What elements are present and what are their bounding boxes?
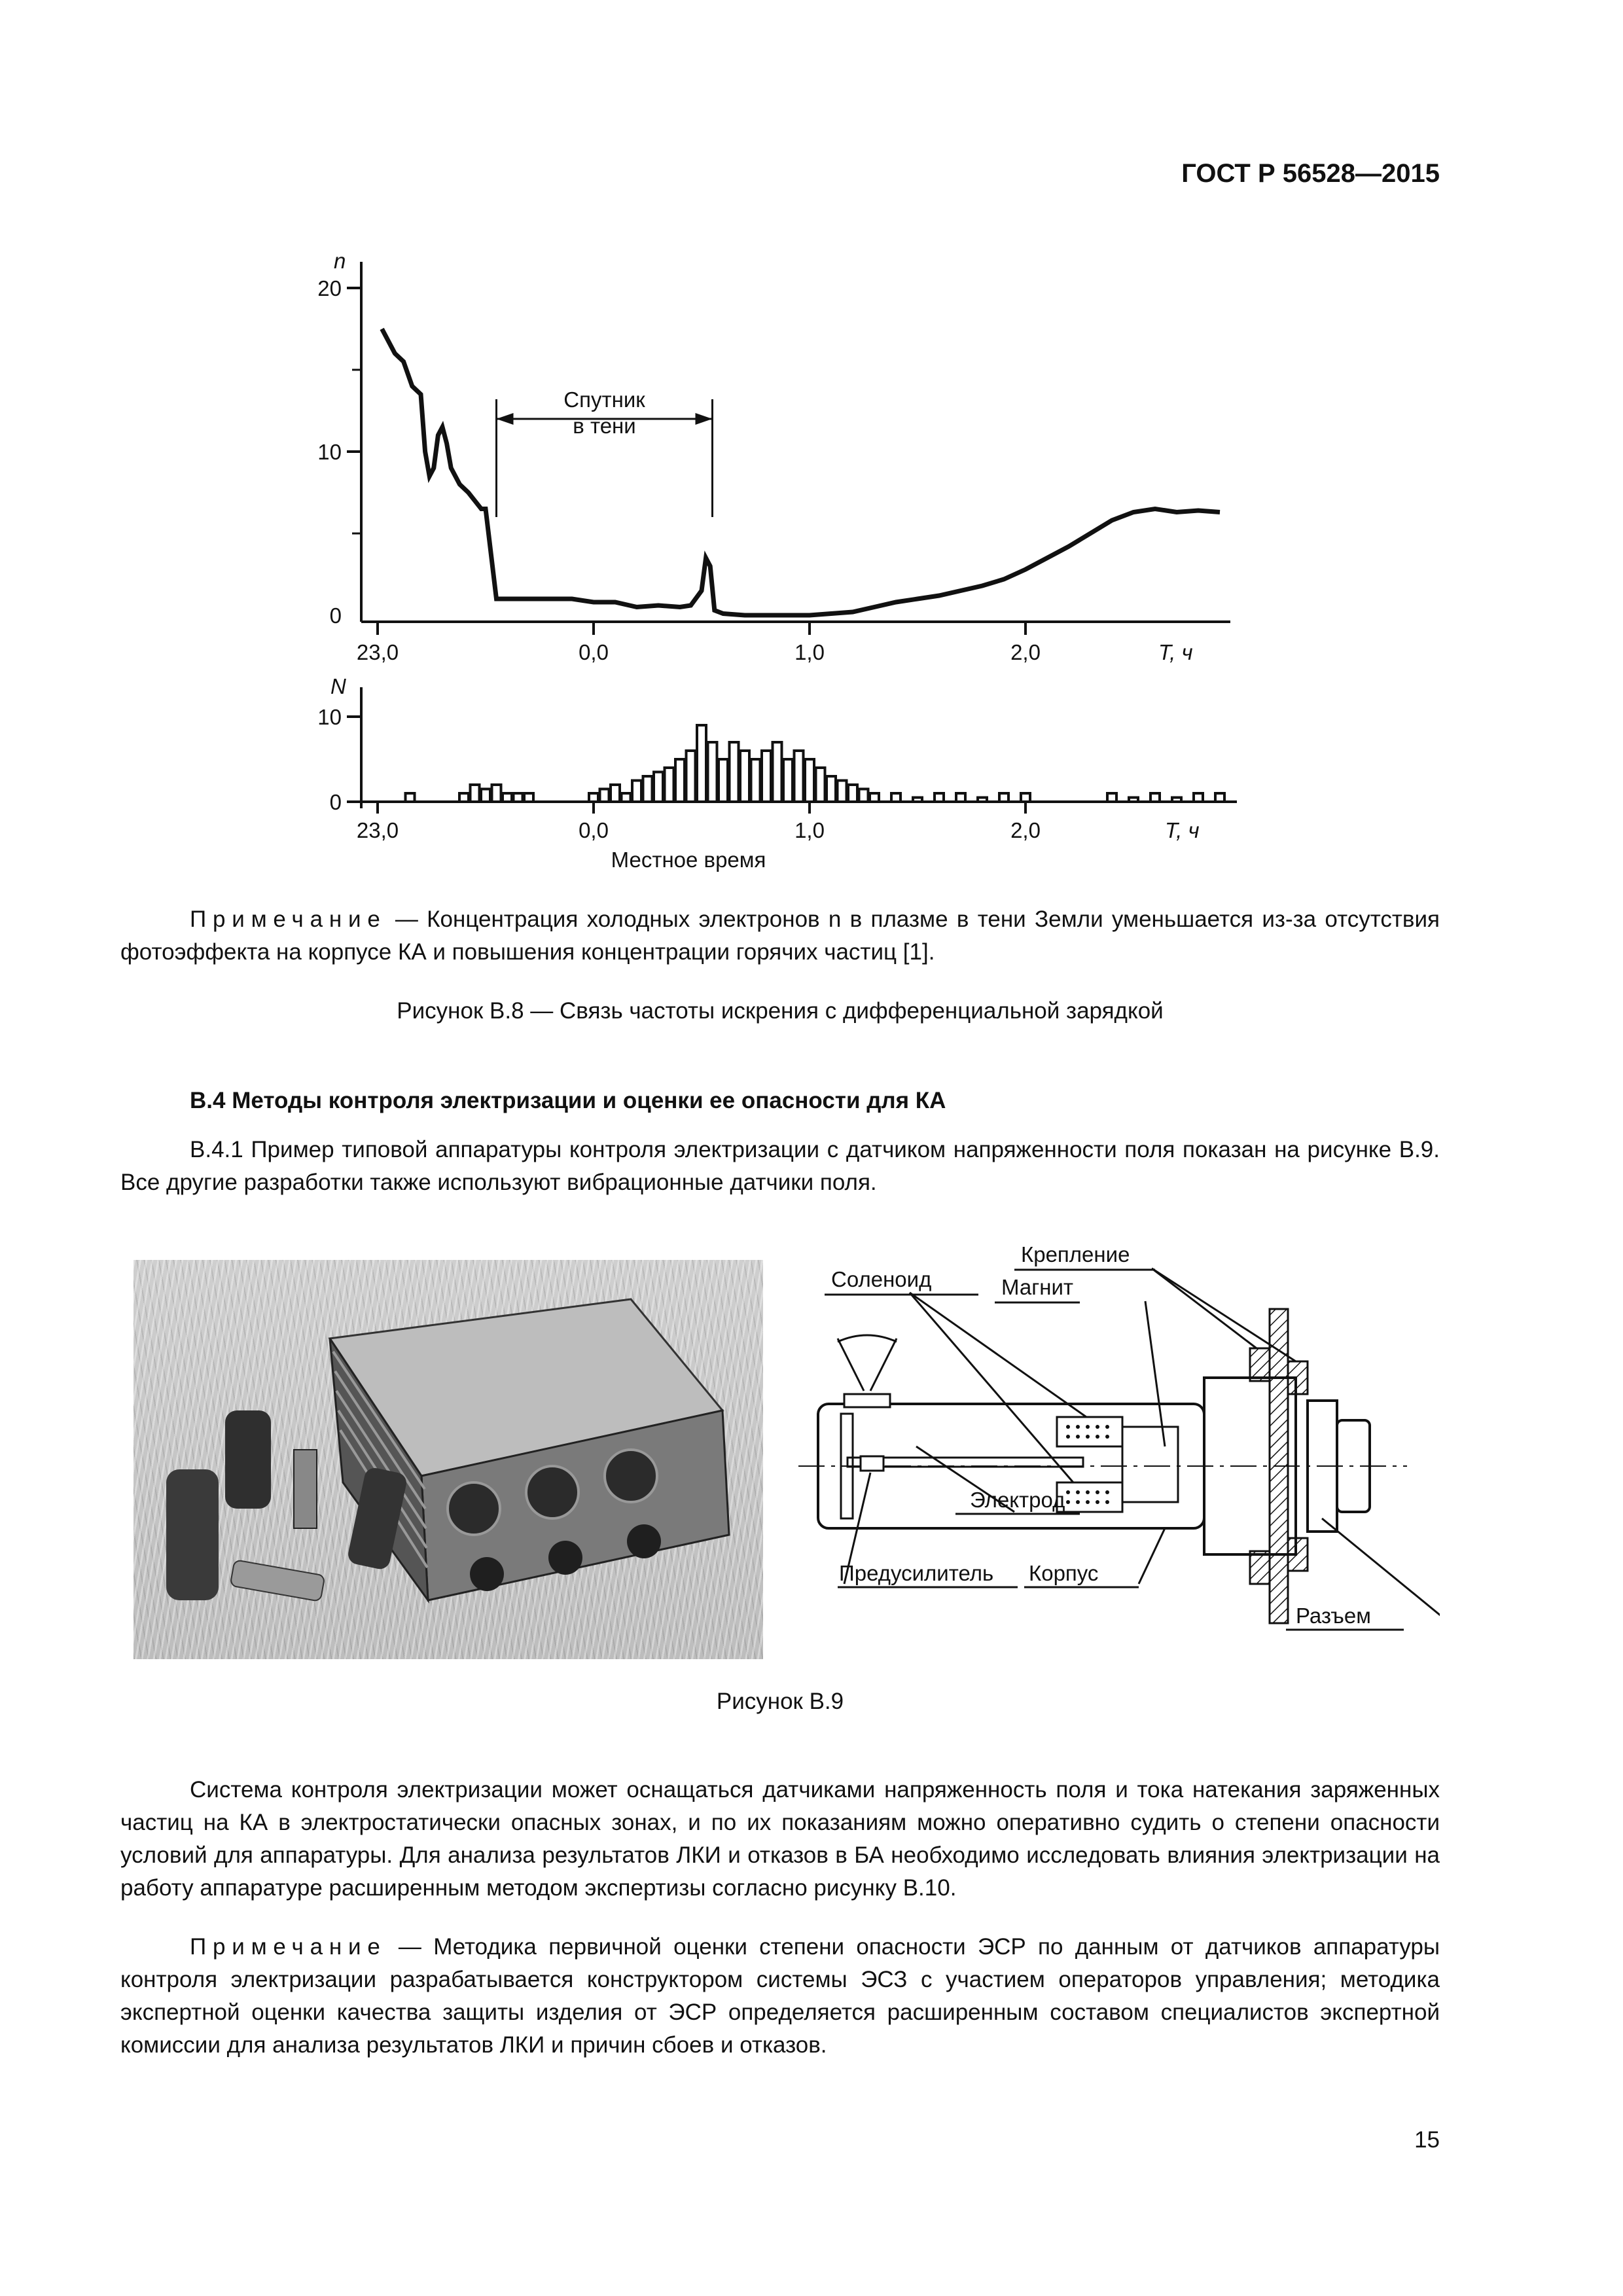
note-methodology <box>120 1931 1440 2062</box>
bar-N <box>481 789 490 802</box>
bar-N <box>600 789 609 802</box>
sensor-diagram <box>798 1230 1440 1649</box>
label-solenoid: Соленоид <box>831 1267 932 1291</box>
figure-b9-caption: Рисунок В.9 <box>716 1689 844 1714</box>
bar-N <box>459 793 469 802</box>
bar-N <box>730 742 739 802</box>
chart-concentration-n <box>317 249 1230 664</box>
magnet-block <box>1122 1427 1178 1502</box>
bar-N <box>1129 798 1138 802</box>
x-tick-label-N: 1,0 <box>794 818 825 842</box>
y-tick-label-n: 0 <box>329 603 342 628</box>
bar-N <box>406 793 415 802</box>
bar-N <box>1150 793 1160 802</box>
label-preamp: Предусилитель <box>839 1561 994 1585</box>
paragraph-control-system: Система контроля электризации может оснащаться датчиками напряженность поля и тока натекания заряженных частиц на КА в электростатически опасных зонах, и по их показаниям можно оперативно судить о степени опасности условий для аппаратуры. Для анализа результатов ЛКИ и отказов в БА необходимо исследовать влияния электризации на работу аппаратуре расширенным методом экспертизы согласно рисунку В.10. <box>120 1777 1440 1901</box>
bar-N <box>675 759 685 802</box>
bar-N <box>999 793 1008 802</box>
x-tick-label-N: 0,0 <box>579 818 609 842</box>
y-axis-label-N: N <box>330 674 346 698</box>
figure-b8-note <box>120 903 1440 969</box>
x-tick-label-n: 1,0 <box>794 640 825 664</box>
bar-N <box>697 725 706 802</box>
figure-b8-charts <box>288 249 1309 877</box>
bar-N <box>1194 793 1203 802</box>
bar-N <box>891 793 901 802</box>
label-connector: Разъем <box>1296 1604 1371 1628</box>
y-axis-label-n: n <box>334 249 346 273</box>
shadow-arrow-left <box>497 413 514 425</box>
paragraph-b41: В.4.1 Пример типовой аппаратуры контроля электризации с датчиком напряженности поля показан на рисунке В.9. Все другие разработки также используют вибрационные датчики поля. <box>120 1137 1440 1195</box>
document-id-header: ГОСТ Р 56528—2015 <box>1181 159 1440 188</box>
note2-label: Примечание <box>190 1934 387 1960</box>
bar-N <box>794 751 804 802</box>
device-photo <box>134 1260 763 1659</box>
bar-N <box>524 793 533 802</box>
solenoid-top <box>1057 1417 1122 1446</box>
note-text: — Концентрация холодных электронов n в плазме в тени Земли уменьшается из-за отсутствия фотоэффекта на корпусе КА и повышения концентрации горячих частиц [1]. <box>120 906 1440 965</box>
shadow-arrow-right <box>696 413 713 425</box>
chart-spark-count-N <box>317 674 1237 872</box>
bar-N <box>978 798 987 802</box>
bar-N <box>514 793 523 802</box>
section-heading: В.4 Методы контроля электризации и оценки ее опасности для КА <box>190 1088 946 1113</box>
note2-text: — Методика первичной оценки степени опасности ЭСР по данным от датчиков аппаратуры контроля электризации разрабатывается конструктором системы ЭСЗ с участием операторов управления; методика экспертной оценки качества защиты изделия от ЭСР определяется расширенным составом специалистов экспертной комиссии для анализа результатов ЛКИ и причин сбоев и отказов. <box>120 1934 1440 2058</box>
preamp-block <box>861 1456 883 1471</box>
x-axis-label-N: T, ч <box>1165 818 1200 842</box>
bar-N <box>1215 793 1224 802</box>
bar-N <box>492 785 501 802</box>
bar-N <box>643 776 652 802</box>
bar-N <box>654 772 663 802</box>
page-number: 15 <box>1414 2127 1440 2153</box>
label-magnet: Магнит <box>1001 1275 1074 1299</box>
bar-N <box>687 751 696 802</box>
bar-N <box>870 793 879 802</box>
bar-N <box>1107 793 1116 802</box>
bar-N <box>848 785 857 802</box>
bar-N <box>740 751 749 802</box>
bar-N <box>622 793 631 802</box>
x-tick-label-n: 23,0 <box>356 640 399 664</box>
bar-N <box>935 793 944 802</box>
bar-N <box>503 793 512 802</box>
bar-N <box>611 785 620 802</box>
label-housing: Корпус <box>1029 1561 1099 1585</box>
figure-b8-caption: Рисунок В.8 — Связь частоты искрения с дифференциальной зарядкой <box>397 998 1164 1024</box>
bar-N <box>1021 793 1030 802</box>
annotation-in-shadow: в тени <box>573 414 636 438</box>
y-tick-label-n: 20 <box>317 276 342 300</box>
x-axis-label-n: T, ч <box>1158 640 1193 664</box>
note-label: Примечание <box>190 906 387 932</box>
x-tick-label-n: 0,0 <box>579 640 609 664</box>
y-tick-label-N: 0 <box>329 790 342 814</box>
bar-N <box>708 742 717 802</box>
label-mount: Крепление <box>1021 1242 1130 1266</box>
series-line-n <box>382 329 1220 616</box>
bar-N <box>783 759 793 802</box>
bar-N <box>827 776 836 802</box>
device-photo-drawing <box>134 1260 763 1659</box>
bar-N <box>762 751 771 802</box>
x-tick-label-N: 23,0 <box>356 818 399 842</box>
bar-N <box>956 793 965 802</box>
bar-N <box>632 781 641 802</box>
y-tick-label-n: 10 <box>317 440 342 464</box>
x-sub-label-local-time: Местное время <box>611 848 766 872</box>
annotation-satellite: Спутник <box>563 387 645 412</box>
bar-N <box>805 759 814 802</box>
bar-N <box>751 759 760 802</box>
bar-N <box>816 768 825 802</box>
label-electrode: Электрод <box>970 1488 1065 1512</box>
x-tick-label-n: 2,0 <box>1010 640 1041 664</box>
bar-N <box>1172 798 1181 802</box>
bar-N <box>719 759 728 802</box>
y-tick-label-N: 10 <box>317 705 342 729</box>
x-tick-label-N: 2,0 <box>1010 818 1041 842</box>
solenoid-bottom <box>1057 1482 1122 1512</box>
bar-N <box>589 793 598 802</box>
bar-N <box>838 781 847 802</box>
bar-N <box>859 789 868 802</box>
bar-N <box>471 785 480 802</box>
bar-N <box>665 768 674 802</box>
bar-N <box>773 742 782 802</box>
bar-N <box>913 798 922 802</box>
